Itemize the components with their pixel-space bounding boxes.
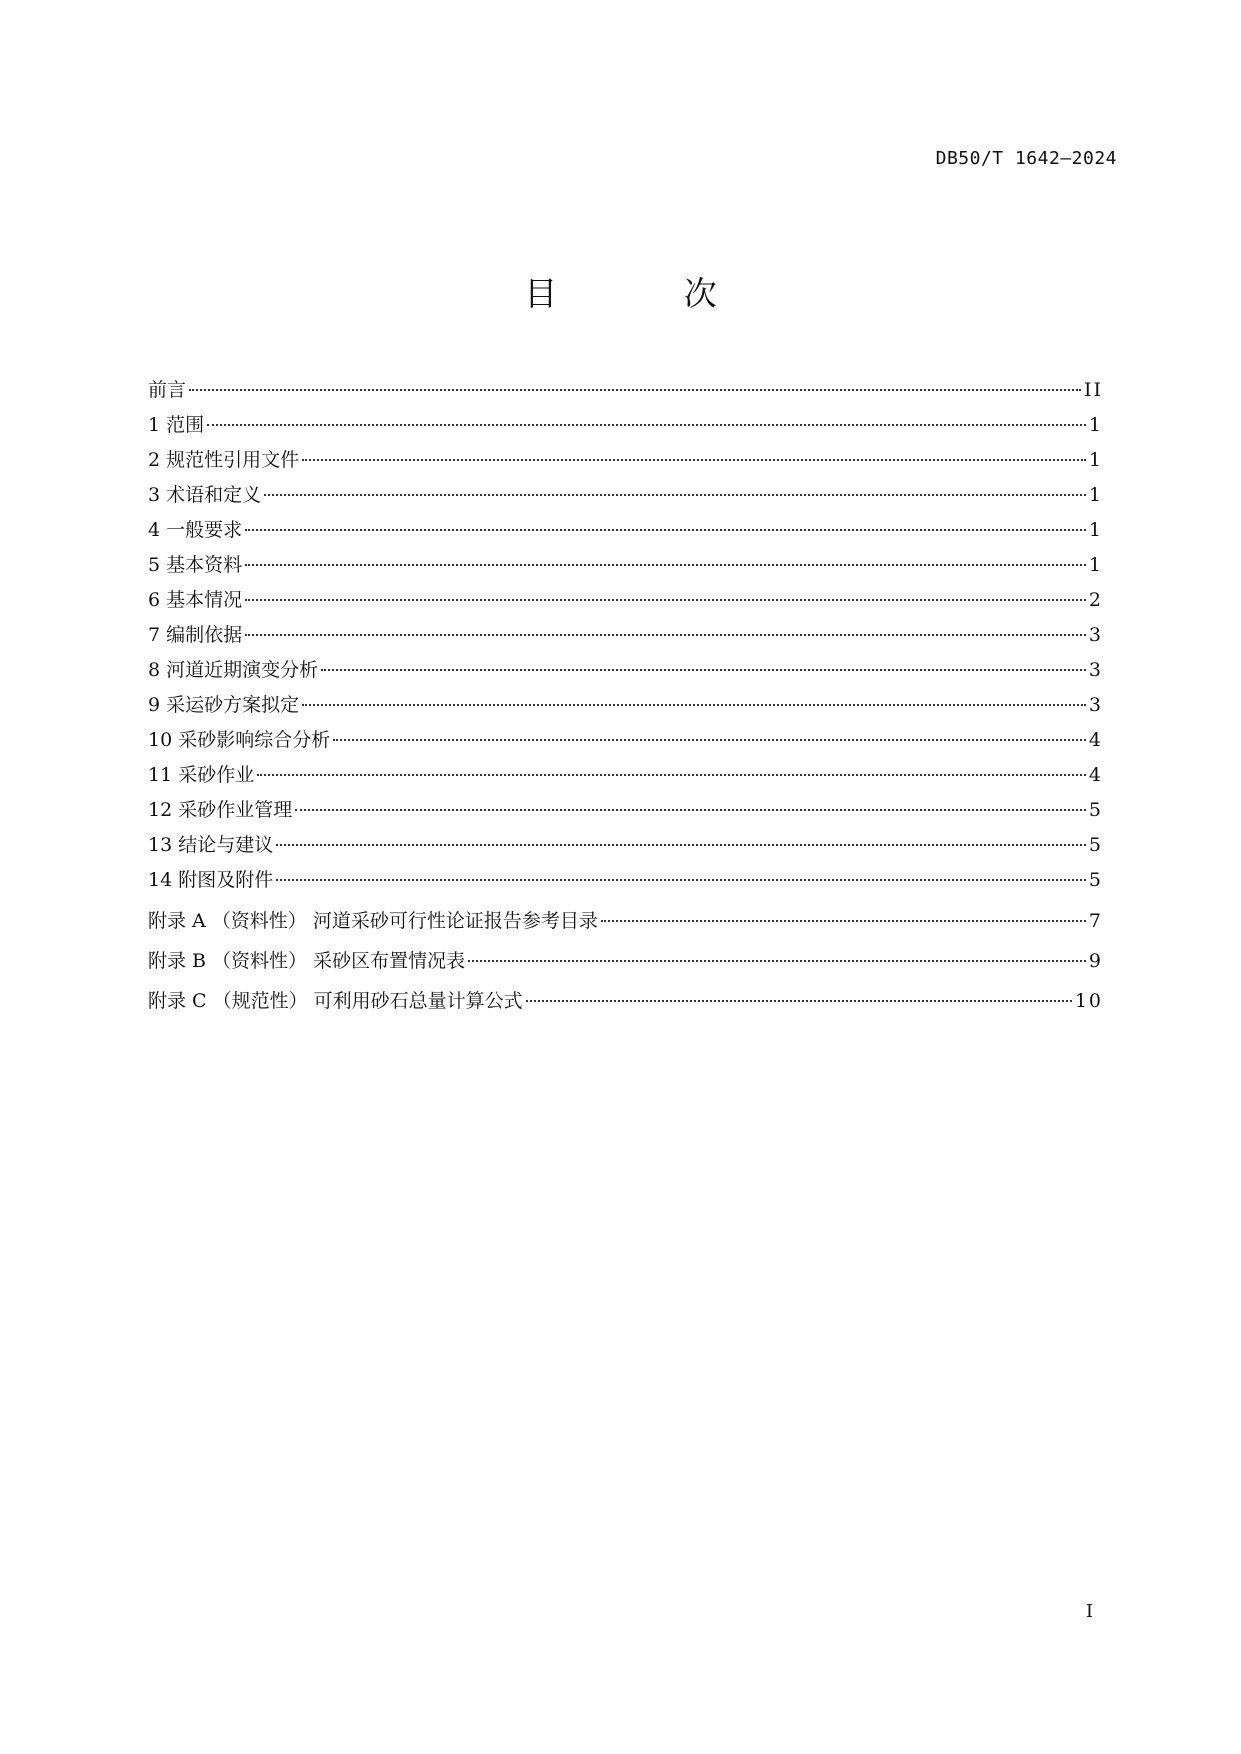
toc-entry-label: 13 结论与建议: [148, 834, 274, 856]
toc-entry-5[interactable]: [148, 548, 1103, 583]
dot-leader: [302, 459, 1086, 461]
dot-leader: [321, 669, 1086, 671]
dot-leader: [207, 424, 1086, 426]
toc-entry-label: 14 附图及附件: [148, 869, 274, 891]
toc-entry-label: 6 基本情况: [148, 589, 243, 611]
dot-leader: [264, 494, 1086, 496]
dot-leader: [245, 529, 1086, 531]
toc-entry-13[interactable]: [148, 828, 1103, 863]
toc-entry-page: II: [1083, 379, 1103, 401]
toc-entry-page: 7: [1088, 910, 1103, 932]
dot-leader: [276, 879, 1086, 881]
toc-entry-page: 1: [1088, 414, 1103, 436]
toc-entry-label: 12 采砂作业管理: [148, 799, 293, 821]
toc-entry-label: 2 规范性引用文件: [148, 449, 300, 471]
dot-leader: [276, 844, 1086, 846]
toc-entry-page: 4: [1088, 729, 1103, 751]
dot-leader: [333, 739, 1086, 741]
dot-leader: [189, 389, 1081, 391]
toc-entry-label: 附录 C （规范性） 可利用砂石总量计算公式: [148, 990, 523, 1012]
toc-entry-label: 3 术语和定义: [148, 484, 262, 506]
toc-entry-6[interactable]: [148, 583, 1103, 618]
toc-entry-appendix-c[interactable]: [148, 981, 1103, 1021]
toc-entry-1[interactable]: [148, 408, 1103, 443]
toc-entry-page: 10: [1074, 990, 1103, 1012]
toc-entry-page: 1: [1088, 484, 1103, 506]
toc-entry-label: 11 采砂作业: [148, 764, 255, 786]
document-code: DB50/T 1642—2024: [935, 148, 1117, 169]
toc-entry-label: 8 河道近期演变分析: [148, 659, 319, 681]
toc-entry-foreword[interactable]: [148, 373, 1103, 408]
page-number: I: [1085, 1601, 1093, 1622]
toc-entry-appendix-b[interactable]: [148, 941, 1103, 981]
toc-entry-page: 3: [1088, 624, 1103, 646]
toc-entry-label: 附录 B （资料性） 采砂区布置情况表: [148, 950, 466, 972]
toc-entry-label: 4 一般要求: [148, 519, 243, 541]
toc-entry-page: 5: [1088, 799, 1103, 821]
toc-entry-page: 4: [1088, 764, 1103, 786]
dot-leader: [302, 704, 1086, 706]
toc-entry-7[interactable]: [148, 618, 1103, 653]
toc-entry-label: 9 采运砂方案拟定: [148, 694, 300, 716]
toc-entry-label: 附录 A （资料性） 河道采砂可行性论证报告参考目录: [148, 910, 598, 932]
toc-entry-label: 1 范围: [148, 414, 205, 436]
toc-entry-page: 2: [1088, 589, 1103, 611]
dot-leader: [257, 774, 1086, 776]
toc-entry-label: 10 采砂影响综合分析: [148, 729, 331, 751]
toc-entry-label: 7 编制依据: [148, 624, 243, 646]
toc-entry-9[interactable]: [148, 688, 1103, 723]
toc-entry-12[interactable]: [148, 793, 1103, 828]
dot-leader: [601, 920, 1086, 922]
toc-entry-page: 5: [1088, 834, 1103, 856]
toc-entry-4[interactable]: [148, 513, 1103, 548]
toc-entry-2[interactable]: [148, 443, 1103, 478]
toc-entry-page: 5: [1088, 869, 1103, 891]
toc-entry-11[interactable]: [148, 758, 1103, 793]
toc-entry-14[interactable]: [148, 863, 1103, 898]
dot-leader: [245, 599, 1086, 601]
toc-entry-page: 1: [1088, 554, 1103, 576]
toc-entry-10[interactable]: [148, 723, 1103, 758]
toc-entry-3[interactable]: [148, 478, 1103, 513]
toc-entry-label: 前言: [148, 379, 187, 401]
toc-entry-page: 3: [1088, 659, 1103, 681]
toc-entry-appendix-a[interactable]: [148, 901, 1103, 941]
toc-entry-page: 3: [1088, 694, 1103, 716]
table-of-contents: [148, 373, 1103, 1021]
toc-entry-8[interactable]: [148, 653, 1103, 688]
toc-entry-page: 1: [1088, 519, 1103, 541]
dot-leader: [526, 1000, 1072, 1002]
toc-entry-page: 9: [1088, 950, 1103, 972]
toc-entry-page: 1: [1088, 449, 1103, 471]
dot-leader: [245, 564, 1086, 566]
dot-leader: [245, 634, 1086, 636]
toc-entry-label: 5 基本资料: [148, 554, 243, 576]
dot-leader: [468, 960, 1086, 962]
page-title: 目 次: [524, 274, 775, 313]
dot-leader: [295, 809, 1086, 811]
